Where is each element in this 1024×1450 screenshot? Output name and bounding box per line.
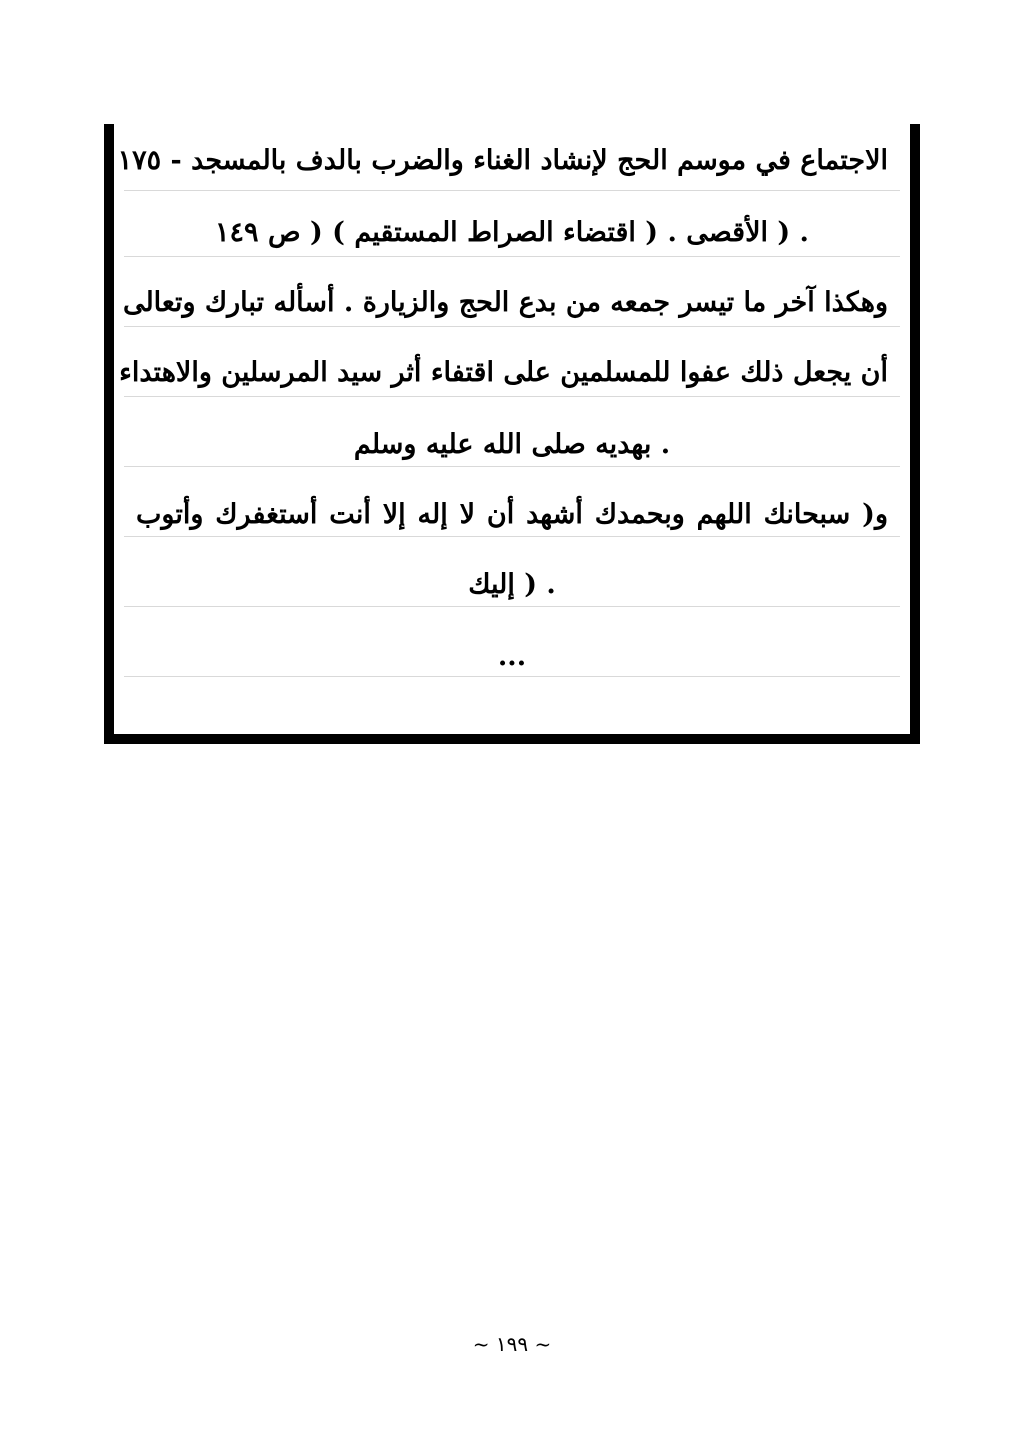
page-number: ~ ١٩٩ ~: [472, 1332, 552, 1356]
text-line: الاجتماع في موسم الحج لإنشاد الغناء والضرب بالدف بالمسجد - ١٧٥: [117, 145, 888, 176]
text-line: و( سبحانك اللهم وبحمدك أشهد أن لا إله إلا أنت أستغفرك وأتوب: [136, 499, 888, 530]
text-line: . ( الأقصى . ( اقتضاء الصراط المستقيم ) ( ص ١٤٩: [215, 217, 809, 248]
bordered-text-box: [104, 124, 920, 744]
text-line: ...: [497, 641, 527, 672]
text-line: وهكذا آخر ما تيسر جمعه من بدع الحج والزيارة . أسأله تبارك وتعالى: [122, 287, 888, 318]
text-line: . بهديه صلى الله عليه وسلم: [353, 429, 671, 460]
text-line: أن يجعل ذلك عفوا للمسلمين على اقتفاء أثر سيد المرسلين والاهتداء: [119, 357, 888, 388]
text-line: . ( إليك: [468, 569, 556, 600]
